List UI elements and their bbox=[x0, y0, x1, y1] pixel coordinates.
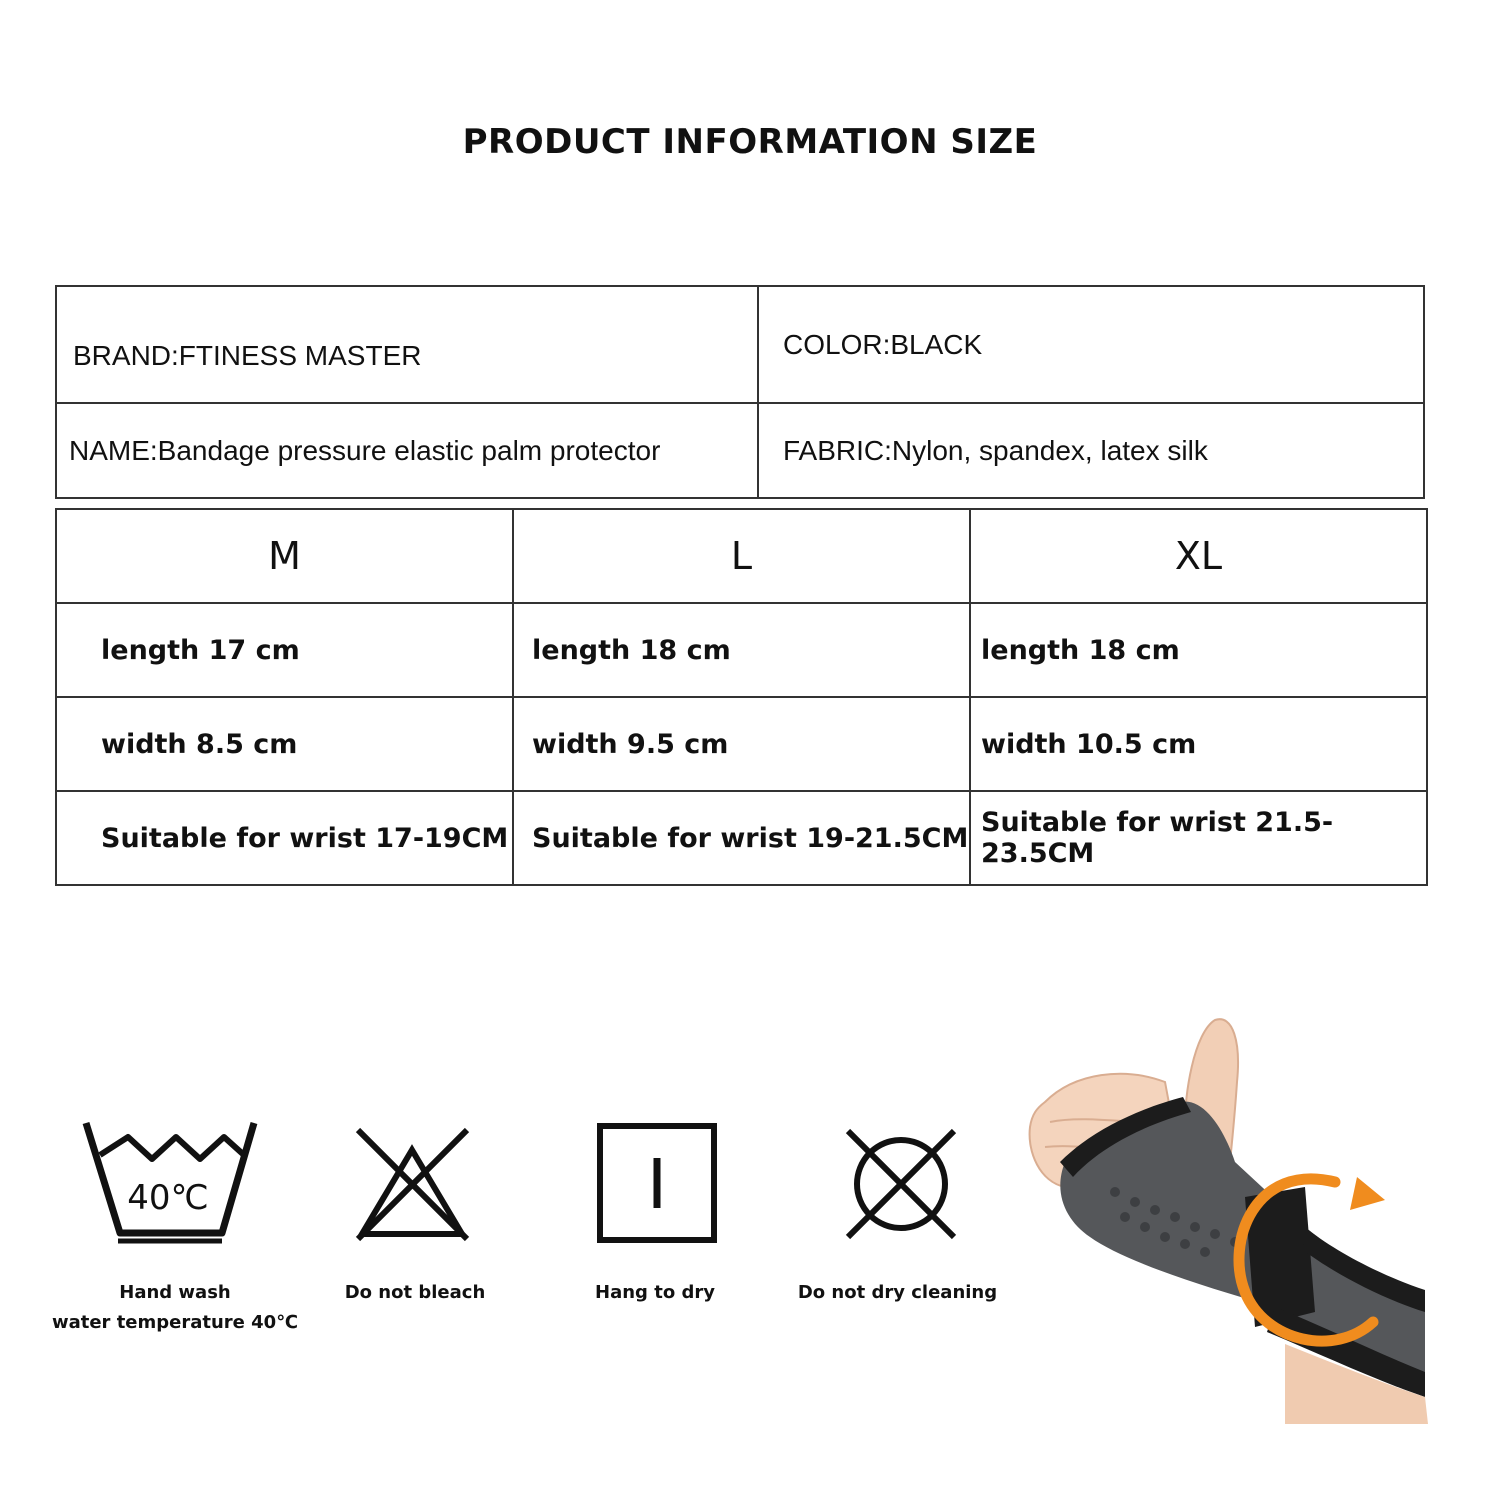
m-width: width 8.5 cm bbox=[56, 697, 513, 791]
hand-wash-icon bbox=[80, 1115, 260, 1245]
product-info-table bbox=[55, 285, 1425, 499]
hang-dry-icon bbox=[596, 1122, 718, 1244]
fabric-cell: FABRIC:Nylon, spandex, latex silk bbox=[758, 403, 1424, 498]
no-dry-clean-icon bbox=[842, 1125, 960, 1243]
size-header-m: M bbox=[56, 509, 513, 603]
no-bleach-icon bbox=[350, 1122, 475, 1247]
color-cell: COLOR:BLACK bbox=[758, 286, 1424, 403]
product-photo bbox=[1005, 1012, 1428, 1424]
xl-length: length 18 cm bbox=[970, 603, 1427, 697]
m-length: length 17 cm bbox=[56, 603, 513, 697]
care-hand-wash bbox=[50, 1278, 300, 1338]
brand-cell: BRAND:FTINESS MASTER bbox=[56, 286, 758, 403]
l-length: length 18 cm bbox=[513, 603, 970, 697]
care-no-dry-clean: Do not dry cleaning bbox=[797, 1282, 998, 1303]
care-hand-wash-line2: water temperature 40℃ bbox=[51, 1312, 299, 1333]
care-hand-wash-line1: Hand wash bbox=[119, 1282, 231, 1303]
m-wrist: Suitable for wrist 17-19CM bbox=[56, 791, 513, 885]
xl-width: width 10.5 cm bbox=[970, 697, 1427, 791]
size-table bbox=[55, 508, 1428, 886]
l-width: width 9.5 cm bbox=[513, 697, 970, 791]
l-wrist: Suitable for wrist 19-21.5CM bbox=[513, 791, 970, 885]
page-title: PRODUCT INFORMATION SIZE bbox=[462, 122, 1038, 162]
name-cell: NAME:Bandage pressure elastic palm protector bbox=[56, 403, 758, 498]
care-hang-dry: Hang to dry bbox=[595, 1282, 715, 1303]
xl-wrist: Suitable for wrist 21.5-23.5CM bbox=[970, 791, 1427, 885]
size-header-l: L bbox=[513, 509, 970, 603]
care-no-bleach: Do not bleach bbox=[344, 1282, 486, 1303]
size-header-xl: XL bbox=[970, 509, 1427, 603]
hand-wash-temp-label: 40℃ bbox=[127, 1178, 209, 1218]
